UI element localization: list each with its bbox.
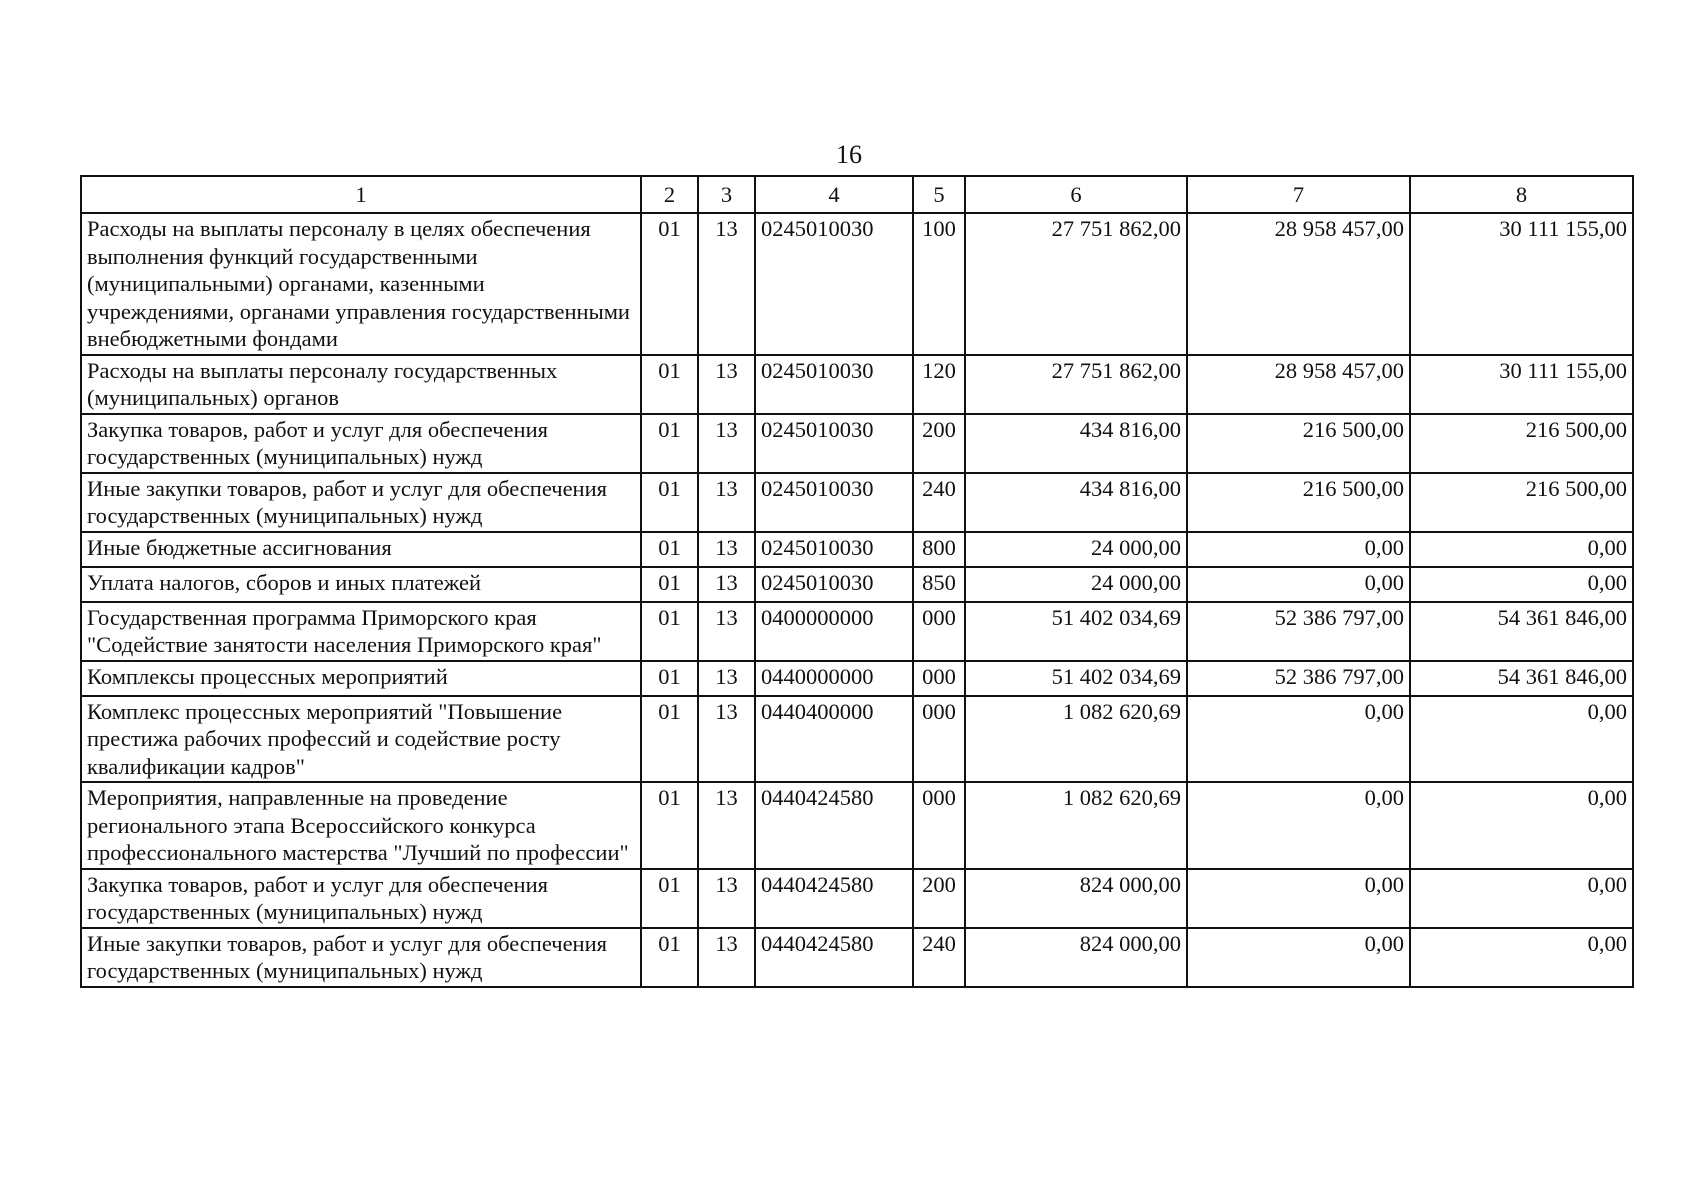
header-cell: 3 bbox=[698, 176, 755, 213]
row-name: Иные закупки товаров, работ и услуг для обеспечения государственных (муниципальных) нужд bbox=[81, 473, 641, 532]
row-name: Государственная программа Приморского края "Содействие занятости населения Приморского края" bbox=[81, 602, 641, 661]
table-row bbox=[81, 567, 1633, 602]
amount-year-3: 0,00 bbox=[1410, 928, 1633, 987]
subsection-code: 13 bbox=[698, 213, 755, 355]
amount-year-3: 0,00 bbox=[1410, 532, 1633, 567]
table-row bbox=[81, 696, 1633, 783]
section-code: 01 bbox=[641, 414, 698, 473]
subsection-code: 13 bbox=[698, 782, 755, 869]
target-code: 0440000000 bbox=[755, 661, 913, 696]
header-cell: 8 bbox=[1410, 176, 1633, 213]
table-row bbox=[81, 213, 1633, 355]
section-code: 01 bbox=[641, 661, 698, 696]
row-name: Иные закупки товаров, работ и услуг для обеспечения государственных (муниципальных) нужд bbox=[81, 928, 641, 987]
expense-type-code: 240 bbox=[913, 473, 965, 532]
amount-year-3: 216 500,00 bbox=[1410, 414, 1633, 473]
amount-year-2: 0,00 bbox=[1187, 567, 1410, 602]
subsection-code: 13 bbox=[698, 473, 755, 532]
row-name: Иные бюджетные ассигнования bbox=[81, 532, 641, 567]
page-number: 16 bbox=[836, 140, 862, 169]
amount-year-3: 54 361 846,00 bbox=[1410, 661, 1633, 696]
amount-year-1: 24 000,00 bbox=[965, 567, 1187, 602]
expense-type-code: 200 bbox=[913, 414, 965, 473]
amount-year-1: 51 402 034,69 bbox=[965, 661, 1187, 696]
amount-year-3: 30 111 155,00 bbox=[1410, 355, 1633, 414]
expense-type-code: 240 bbox=[913, 928, 965, 987]
row-name: Закупка товаров, работ и услуг для обеспечения государственных (муниципальных) нужд bbox=[81, 414, 641, 473]
expense-type-code: 800 bbox=[913, 532, 965, 567]
table-row bbox=[81, 869, 1633, 928]
amount-year-1: 27 751 862,00 bbox=[965, 355, 1187, 414]
header-cell: 5 bbox=[913, 176, 965, 213]
amount-year-2: 52 386 797,00 bbox=[1187, 602, 1410, 661]
section-code: 01 bbox=[641, 782, 698, 869]
target-code: 0440400000 bbox=[755, 696, 913, 783]
target-code: 0245010030 bbox=[755, 414, 913, 473]
target-code: 0245010030 bbox=[755, 532, 913, 567]
expense-type-code: 000 bbox=[913, 661, 965, 696]
amount-year-1: 24 000,00 bbox=[965, 532, 1187, 567]
table-row bbox=[81, 928, 1633, 987]
row-name: Уплата налогов, сборов и иных платежей bbox=[81, 567, 641, 602]
amount-year-3: 54 361 846,00 bbox=[1410, 602, 1633, 661]
subsection-code: 13 bbox=[698, 532, 755, 567]
amount-year-3: 0,00 bbox=[1410, 696, 1633, 783]
subsection-code: 13 bbox=[698, 869, 755, 928]
header-row bbox=[81, 176, 1633, 213]
amount-year-1: 1 082 620,69 bbox=[965, 782, 1187, 869]
amount-year-3: 30 111 155,00 bbox=[1410, 213, 1633, 355]
row-name: Закупка товаров, работ и услуг для обеспечения государственных (муниципальных) нужд bbox=[81, 869, 641, 928]
section-code: 01 bbox=[641, 355, 698, 414]
table-row bbox=[81, 602, 1633, 661]
expense-type-code: 000 bbox=[913, 602, 965, 661]
section-code: 01 bbox=[641, 473, 698, 532]
amount-year-1: 434 816,00 bbox=[965, 473, 1187, 532]
target-code: 0245010030 bbox=[755, 567, 913, 602]
expense-type-code: 000 bbox=[913, 696, 965, 783]
section-code: 01 bbox=[641, 696, 698, 783]
table-row bbox=[81, 414, 1633, 473]
header-cell: 1 bbox=[81, 176, 641, 213]
row-name: Комплексы процессных мероприятий bbox=[81, 661, 641, 696]
expense-type-code: 000 bbox=[913, 782, 965, 869]
amount-year-1: 434 816,00 bbox=[965, 414, 1187, 473]
row-name: Комплекс процессных мероприятий "Повышение престижа рабочих профессий и содействие росту квалификации кадров" bbox=[81, 696, 641, 783]
target-code: 0440424580 bbox=[755, 928, 913, 987]
table-row bbox=[81, 782, 1633, 869]
amount-year-2: 0,00 bbox=[1187, 869, 1410, 928]
subsection-code: 13 bbox=[698, 661, 755, 696]
expense-type-code: 200 bbox=[913, 869, 965, 928]
amount-year-2: 0,00 bbox=[1187, 696, 1410, 783]
table-row bbox=[81, 661, 1633, 696]
section-code: 01 bbox=[641, 928, 698, 987]
subsection-code: 13 bbox=[698, 602, 755, 661]
target-code: 0245010030 bbox=[755, 355, 913, 414]
amount-year-3: 0,00 bbox=[1410, 567, 1633, 602]
expense-type-code: 100 bbox=[913, 213, 965, 355]
amount-year-2: 216 500,00 bbox=[1187, 473, 1410, 532]
amount-year-2: 0,00 bbox=[1187, 532, 1410, 567]
subsection-code: 13 bbox=[698, 414, 755, 473]
header-cell: 4 bbox=[755, 176, 913, 213]
row-name: Расходы на выплаты персоналу государственных (муниципальных) органов bbox=[81, 355, 641, 414]
subsection-code: 13 bbox=[698, 567, 755, 602]
section-code: 01 bbox=[641, 869, 698, 928]
amount-year-3: 216 500,00 bbox=[1410, 473, 1633, 532]
target-code: 0245010030 bbox=[755, 473, 913, 532]
amount-year-1: 51 402 034,69 bbox=[965, 602, 1187, 661]
target-code: 0440424580 bbox=[755, 869, 913, 928]
table-row bbox=[81, 355, 1633, 414]
expense-type-code: 850 bbox=[913, 567, 965, 602]
subsection-code: 13 bbox=[698, 355, 755, 414]
amount-year-3: 0,00 bbox=[1410, 869, 1633, 928]
amount-year-2: 0,00 bbox=[1187, 782, 1410, 869]
amount-year-2: 0,00 bbox=[1187, 928, 1410, 987]
header-cell: 2 bbox=[641, 176, 698, 213]
section-code: 01 bbox=[641, 567, 698, 602]
section-code: 01 bbox=[641, 213, 698, 355]
row-name: Расходы на выплаты персоналу в целях обеспечения выполнения функций государственными (муниципальными) органами, казенными учреждениями, органами управления государственными внебюджетными фондами bbox=[81, 213, 641, 355]
amount-year-2: 216 500,00 bbox=[1187, 414, 1410, 473]
header-cell: 7 bbox=[1187, 176, 1410, 213]
amount-year-1: 824 000,00 bbox=[965, 869, 1187, 928]
section-code: 01 bbox=[641, 532, 698, 567]
budget-table bbox=[80, 175, 1634, 988]
amount-year-2: 28 958 457,00 bbox=[1187, 355, 1410, 414]
table-row bbox=[81, 532, 1633, 567]
target-code: 0245010030 bbox=[755, 213, 913, 355]
amount-year-2: 52 386 797,00 bbox=[1187, 661, 1410, 696]
subsection-code: 13 bbox=[698, 696, 755, 783]
header-cell: 6 bbox=[965, 176, 1187, 213]
amount-year-1: 1 082 620,69 bbox=[965, 696, 1187, 783]
table-row bbox=[81, 473, 1633, 532]
amount-year-3: 0,00 bbox=[1410, 782, 1633, 869]
target-code: 0440424580 bbox=[755, 782, 913, 869]
target-code: 0400000000 bbox=[755, 602, 913, 661]
row-name: Мероприятия, направленные на проведение регионального этапа Всероссийского конкурса профессионального мастерства "Лучший по профессии" bbox=[81, 782, 641, 869]
amount-year-1: 824 000,00 bbox=[965, 928, 1187, 987]
amount-year-2: 28 958 457,00 bbox=[1187, 213, 1410, 355]
expense-type-code: 120 bbox=[913, 355, 965, 414]
subsection-code: 13 bbox=[698, 928, 755, 987]
amount-year-1: 27 751 862,00 bbox=[965, 213, 1187, 355]
section-code: 01 bbox=[641, 602, 698, 661]
